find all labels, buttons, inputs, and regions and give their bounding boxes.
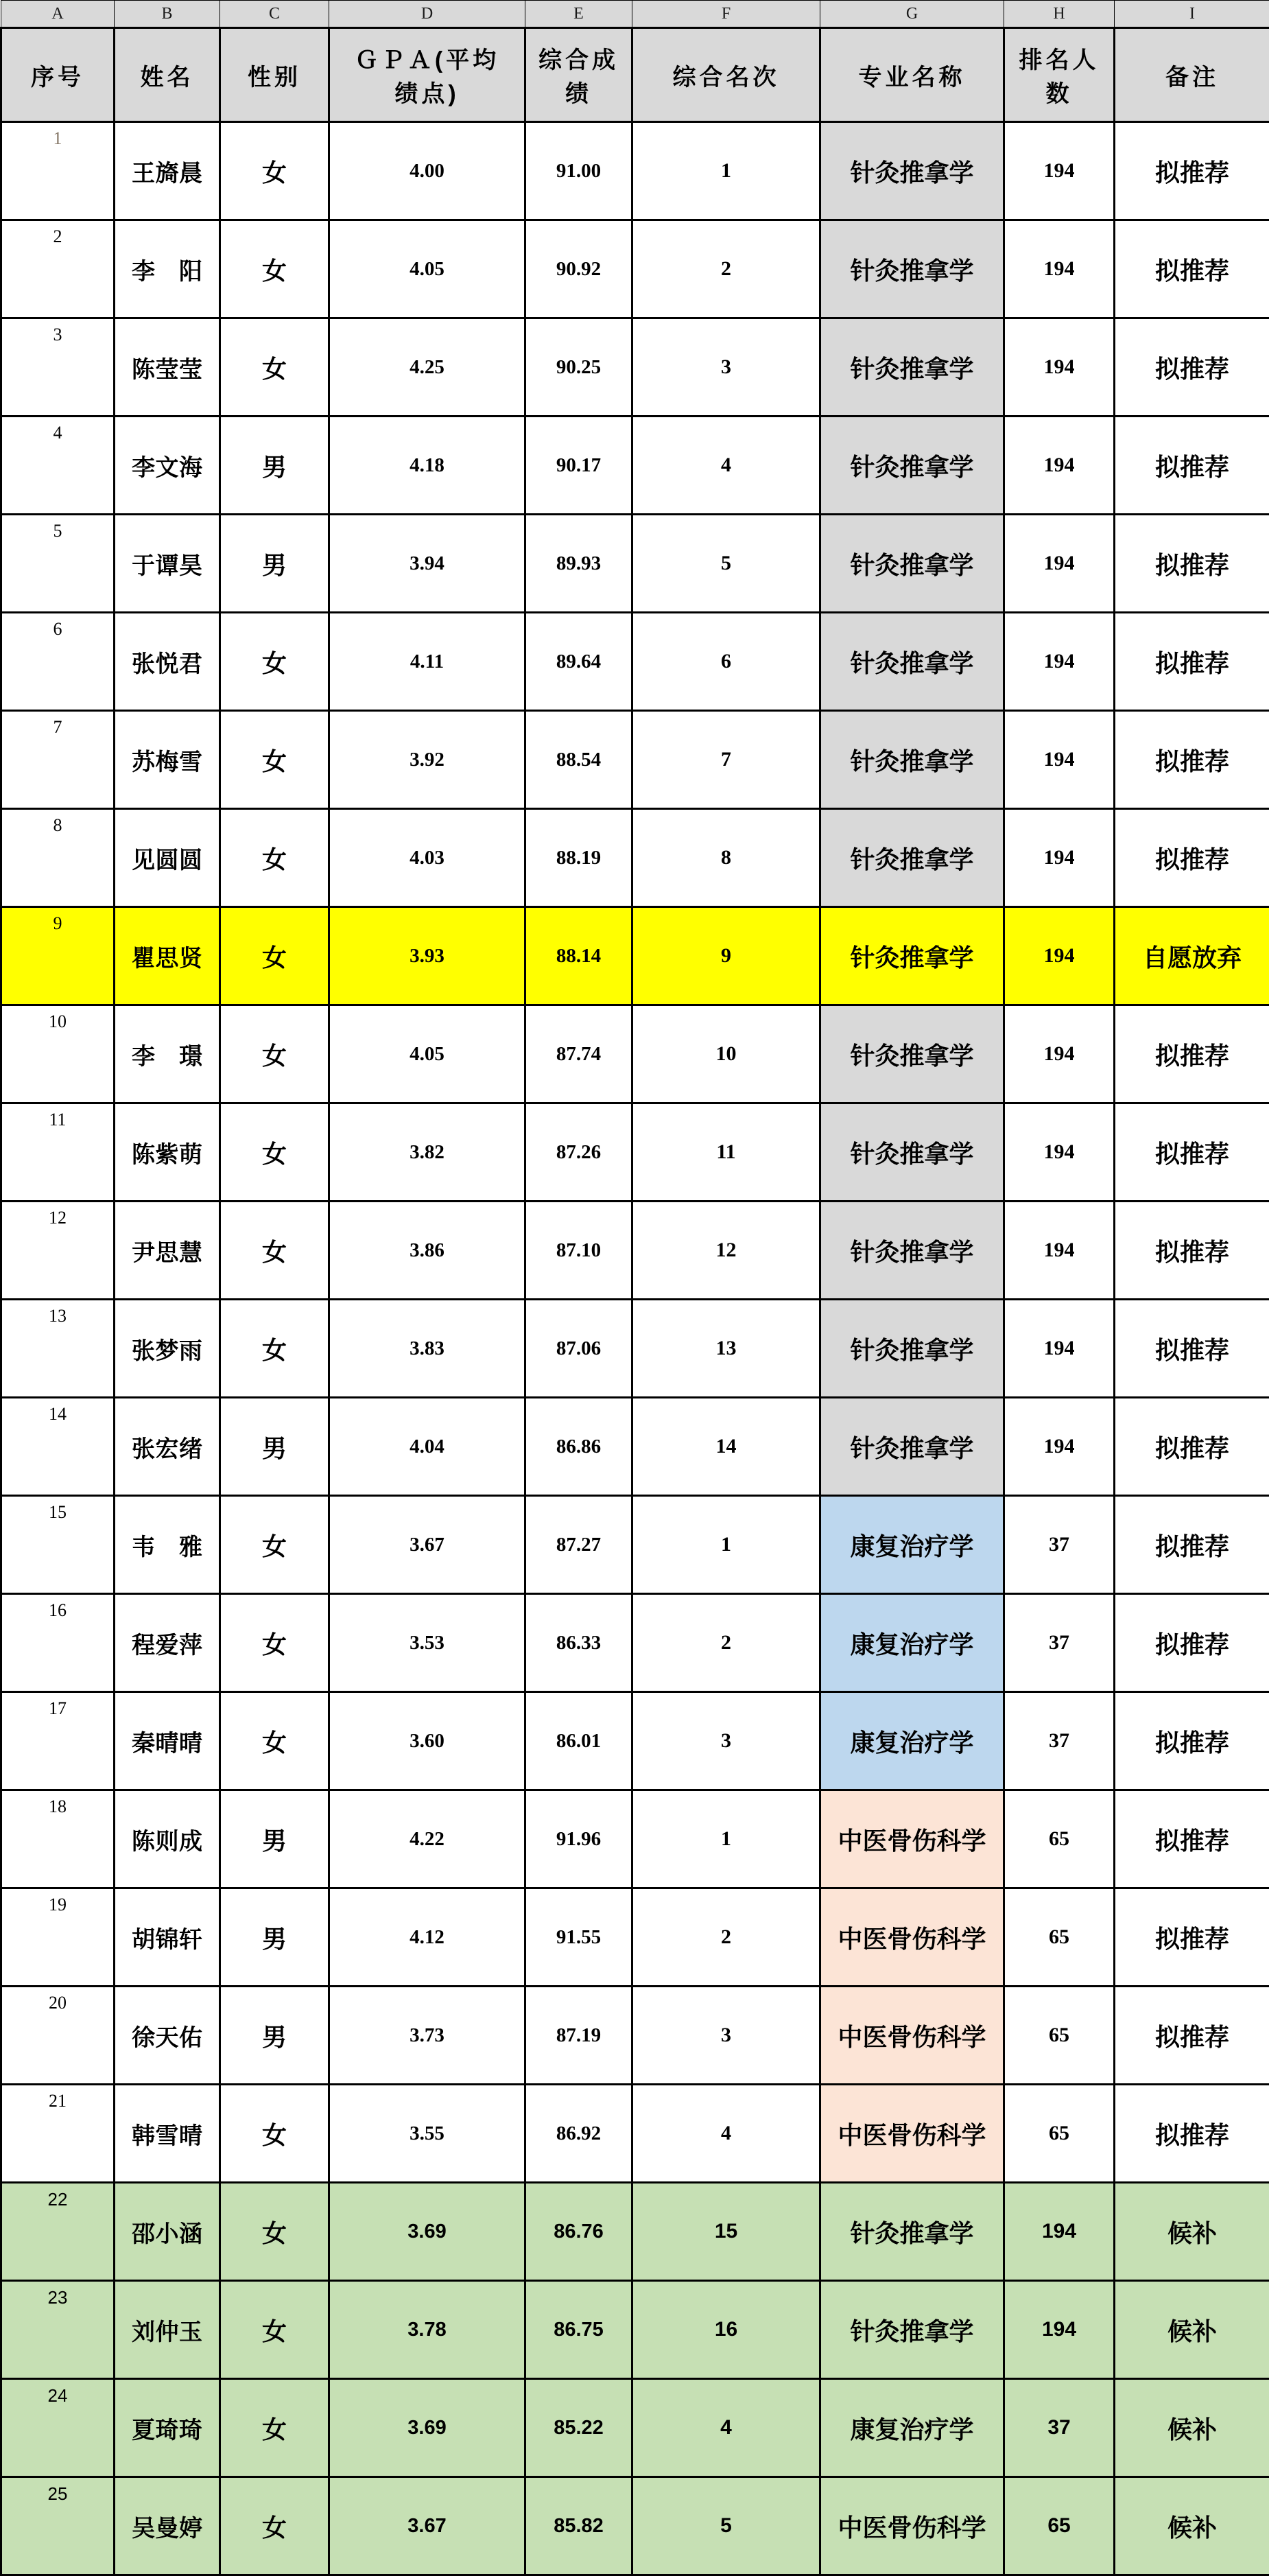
cell-note[interactable]: 候补	[1115, 2477, 1269, 2575]
table-row	[1, 1888, 1269, 1987]
cell-gender[interactable]: 男	[220, 417, 329, 515]
cell-gender[interactable]: 男	[220, 1398, 329, 1496]
cell-major[interactable]: 中医骨伤科学	[820, 1987, 1004, 2085]
cell-name[interactable]: 张宏绪	[115, 1398, 220, 1496]
cell-note[interactable]: 拟推荐	[1115, 1692, 1269, 1790]
cell-score[interactable]: 87.19	[525, 1987, 632, 2085]
cell-rank[interactable]: 8	[632, 809, 820, 907]
cell-gender[interactable]: 女	[220, 122, 329, 220]
cell-gpa[interactable]: 4.03	[329, 809, 525, 907]
header-score[interactable]: 综合成绩	[525, 28, 632, 122]
cell-rank[interactable]: 2	[632, 220, 820, 318]
table-row	[1, 2379, 1269, 2477]
cell-gender[interactable]: 女	[220, 2281, 329, 2379]
cell-rank[interactable]: 1	[632, 1496, 820, 1594]
table-row	[1, 1496, 1269, 1594]
cell-cohort[interactable]: 194	[1004, 2281, 1115, 2379]
cell-name[interactable]: 秦晴晴	[115, 1692, 220, 1790]
cell-serial[interactable]: 1	[1, 122, 115, 220]
cell-score[interactable]: 87.74	[525, 1005, 632, 1103]
cell-cohort[interactable]: 194	[1004, 122, 1115, 220]
header-major[interactable]: 专业名称	[820, 28, 1004, 122]
table-row	[1, 220, 1269, 318]
cell-major[interactable]: 中医骨伤科学	[820, 1888, 1004, 1987]
cell-serial[interactable]: 16	[1, 1594, 115, 1692]
cell-rank[interactable]: 13	[632, 1300, 820, 1398]
cell-score[interactable]: 91.55	[525, 1888, 632, 1987]
cell-gpa[interactable]: 4.25	[329, 318, 525, 417]
cell-gender[interactable]: 女	[220, 1692, 329, 1790]
table-row	[1, 613, 1269, 711]
cell-note[interactable]: 拟推荐	[1115, 1987, 1269, 2085]
cell-score[interactable]: 85.82	[525, 2477, 632, 2575]
cell-score[interactable]: 86.86	[525, 1398, 632, 1496]
table-row	[1, 2085, 1269, 2183]
cell-name[interactable]: 见圆圆	[115, 809, 220, 907]
table-row	[1, 1692, 1269, 1790]
cell-cohort[interactable]: 194	[1004, 1103, 1115, 1202]
cell-gender[interactable]: 女	[220, 1103, 329, 1202]
cell-rank[interactable]: 7	[632, 711, 820, 809]
cell-gender[interactable]: 女	[220, 2477, 329, 2575]
cell-cohort[interactable]: 194	[1004, 711, 1115, 809]
cell-note[interactable]: 候补	[1115, 2379, 1269, 2477]
cell-rank[interactable]: 16	[632, 2281, 820, 2379]
cell-name[interactable]: 陈则成	[115, 1790, 220, 1888]
cell-gender[interactable]: 女	[220, 907, 329, 1005]
cell-serial[interactable]: 23	[1, 2281, 115, 2379]
cell-cohort[interactable]: 65	[1004, 1790, 1115, 1888]
cell-rank[interactable]: 3	[632, 1987, 820, 2085]
cell-gpa[interactable]: 3.67	[329, 1496, 525, 1594]
cell-note[interactable]: 拟推荐	[1115, 1594, 1269, 1692]
header-cohort[interactable]: 排名人数	[1004, 28, 1115, 122]
cell-gender[interactable]: 男	[220, 1790, 329, 1888]
cell-note[interactable]: 拟推荐	[1115, 122, 1269, 220]
cell-name[interactable]: 邵小涵	[115, 2183, 220, 2281]
header-name[interactable]: 姓名	[115, 28, 220, 122]
cell-major[interactable]: 针灸推拿学	[820, 417, 1004, 515]
column-letter-i[interactable]: I	[1115, 1, 1269, 28]
cell-cohort[interactable]: 194	[1004, 220, 1115, 318]
cell-major[interactable]: 针灸推拿学	[820, 318, 1004, 417]
cell-name[interactable]: 吴曼婷	[115, 2477, 220, 2575]
cell-cohort[interactable]: 194	[1004, 318, 1115, 417]
column-letter-c[interactable]: C	[220, 1, 329, 28]
cell-gpa[interactable]: 3.86	[329, 1202, 525, 1300]
cell-cohort[interactable]: 65	[1004, 1987, 1115, 2085]
cell-cohort[interactable]: 194	[1004, 417, 1115, 515]
table-row	[1, 1005, 1269, 1103]
table-row	[1, 2477, 1269, 2575]
cell-gpa[interactable]: 3.69	[329, 2379, 525, 2477]
cell-serial[interactable]: 6	[1, 613, 115, 711]
cell-rank[interactable]: 12	[632, 1202, 820, 1300]
cell-rank[interactable]: 2	[632, 1594, 820, 1692]
cell-gpa[interactable]: 3.83	[329, 1300, 525, 1398]
cell-note[interactable]: 拟推荐	[1115, 318, 1269, 417]
cell-gpa[interactable]: 3.73	[329, 1987, 525, 2085]
cell-rank[interactable]: 10	[632, 1005, 820, 1103]
header-gpa[interactable]: ＧＰＡ(平均绩点)	[329, 28, 525, 122]
cell-gender[interactable]: 女	[220, 1594, 329, 1692]
cell-name[interactable]: 李阳	[115, 220, 220, 318]
cell-note[interactable]: 拟推荐	[1115, 613, 1269, 711]
cell-cohort[interactable]: 65	[1004, 2085, 1115, 2183]
cell-gpa[interactable]: 4.22	[329, 1790, 525, 1888]
cell-major[interactable]: 针灸推拿学	[820, 1300, 1004, 1398]
cell-gpa[interactable]: 3.53	[329, 1594, 525, 1692]
cell-major[interactable]: 针灸推拿学	[820, 122, 1004, 220]
cell-score[interactable]: 90.17	[525, 417, 632, 515]
cell-note[interactable]: 拟推荐	[1115, 1888, 1269, 1987]
table-row	[1, 1594, 1269, 1692]
cell-gender[interactable]: 女	[220, 809, 329, 907]
cell-score[interactable]: 86.01	[525, 1692, 632, 1790]
cell-note[interactable]: 拟推荐	[1115, 515, 1269, 613]
cell-score[interactable]: 85.22	[525, 2379, 632, 2477]
cell-cohort[interactable]: 194	[1004, 907, 1115, 1005]
cell-serial[interactable]: 19	[1, 1888, 115, 1987]
cell-serial[interactable]: 7	[1, 711, 115, 809]
cell-rank[interactable]: 5	[632, 515, 820, 613]
cell-gpa[interactable]: 4.04	[329, 1398, 525, 1496]
cell-gpa[interactable]: 4.11	[329, 613, 525, 711]
cell-gender[interactable]: 女	[220, 2379, 329, 2477]
cell-serial[interactable]: 3	[1, 318, 115, 417]
cell-name[interactable]: 瞿思贤	[115, 907, 220, 1005]
cell-gender[interactable]: 女	[220, 318, 329, 417]
cell-cohort[interactable]: 194	[1004, 2183, 1115, 2281]
cell-serial[interactable]: 22	[1, 2183, 115, 2281]
cell-serial[interactable]: 21	[1, 2085, 115, 2183]
cell-rank[interactable]: 4	[632, 2085, 820, 2183]
cell-name[interactable]: 夏琦琦	[115, 2379, 220, 2477]
cell-note[interactable]: 拟推荐	[1115, 417, 1269, 515]
cell-gpa[interactable]: 4.05	[329, 1005, 525, 1103]
table-row	[1, 318, 1269, 417]
column-letter-a[interactable]: A	[1, 1, 115, 28]
cell-serial[interactable]: 4	[1, 417, 115, 515]
cell-serial[interactable]: 2	[1, 220, 115, 318]
header-row	[1, 28, 1269, 122]
cell-gpa[interactable]: 3.69	[329, 2183, 525, 2281]
cell-major[interactable]: 中医骨伤科学	[820, 2085, 1004, 2183]
cell-gender[interactable]: 女	[220, 2085, 329, 2183]
cell-gpa[interactable]: 3.78	[329, 2281, 525, 2379]
cell-gpa[interactable]: 4.12	[329, 1888, 525, 1987]
table-row	[1, 711, 1269, 809]
cell-serial[interactable]: 14	[1, 1398, 115, 1496]
cell-cohort[interactable]: 194	[1004, 515, 1115, 613]
cell-note[interactable]: 拟推荐	[1115, 1790, 1269, 1888]
cell-name[interactable]: 李文海	[115, 417, 220, 515]
cell-note[interactable]: 拟推荐	[1115, 220, 1269, 318]
column-letter-e[interactable]: E	[525, 1, 632, 28]
cell-gpa[interactable]: 3.60	[329, 1692, 525, 1790]
cell-major[interactable]: 针灸推拿学	[820, 2183, 1004, 2281]
cell-cohort[interactable]: 194	[1004, 613, 1115, 711]
cell-note[interactable]: 拟推荐	[1115, 1005, 1269, 1103]
cell-name[interactable]: 韦雅	[115, 1496, 220, 1594]
cell-name[interactable]: 苏梅雪	[115, 711, 220, 809]
cell-gender[interactable]: 女	[220, 1496, 329, 1594]
table-body	[1, 122, 1269, 2575]
cell-score[interactable]: 86.92	[525, 2085, 632, 2183]
cell-name[interactable]: 陈莹莹	[115, 318, 220, 417]
cell-serial[interactable]: 11	[1, 1103, 115, 1202]
cell-serial[interactable]: 8	[1, 809, 115, 907]
cell-score[interactable]: 86.75	[525, 2281, 632, 2379]
cell-cohort[interactable]: 194	[1004, 1300, 1115, 1398]
cell-gender[interactable]: 女	[220, 1005, 329, 1103]
cell-note[interactable]: 拟推荐	[1115, 1202, 1269, 1300]
cell-gpa[interactable]: 3.55	[329, 2085, 525, 2183]
cell-score[interactable]: 91.00	[525, 122, 632, 220]
column-letter-g[interactable]: G	[820, 1, 1004, 28]
cell-cohort[interactable]: 194	[1004, 1005, 1115, 1103]
cell-gender[interactable]: 女	[220, 1202, 329, 1300]
cell-rank[interactable]: 4	[632, 2379, 820, 2477]
cell-score[interactable]: 90.92	[525, 220, 632, 318]
header-rank[interactable]: 综合名次	[632, 28, 820, 122]
cell-serial[interactable]: 17	[1, 1692, 115, 1790]
cell-score[interactable]: 87.10	[525, 1202, 632, 1300]
cell-gpa[interactable]: 3.67	[329, 2477, 525, 2575]
cell-gender[interactable]: 男	[220, 1888, 329, 1987]
cell-serial[interactable]: 12	[1, 1202, 115, 1300]
cell-score[interactable]: 89.64	[525, 613, 632, 711]
table-row	[1, 1987, 1269, 2085]
cell-major[interactable]: 针灸推拿学	[820, 2281, 1004, 2379]
cell-note[interactable]: 拟推荐	[1115, 1103, 1269, 1202]
cell-gpa[interactable]: 4.00	[329, 122, 525, 220]
cell-gender[interactable]: 女	[220, 711, 329, 809]
cell-note[interactable]: 拟推荐	[1115, 711, 1269, 809]
cell-name[interactable]: 张梦雨	[115, 1300, 220, 1398]
cell-serial[interactable]: 9	[1, 907, 115, 1005]
cell-cohort[interactable]: 194	[1004, 809, 1115, 907]
cell-name[interactable]: 胡锦轩	[115, 1888, 220, 1987]
cell-note[interactable]: 拟推荐	[1115, 809, 1269, 907]
cell-rank[interactable]: 4	[632, 417, 820, 515]
column-letter-row	[1, 1, 1269, 28]
cell-major[interactable]: 针灸推拿学	[820, 1398, 1004, 1496]
column-letter-f[interactable]: F	[632, 1, 820, 28]
table-row	[1, 2183, 1269, 2281]
cell-rank[interactable]: 14	[632, 1398, 820, 1496]
table-row	[1, 809, 1269, 907]
cell-rank[interactable]: 15	[632, 2183, 820, 2281]
cell-gender[interactable]: 男	[220, 515, 329, 613]
table-row	[1, 1398, 1269, 1496]
cell-name[interactable]: 尹思慧	[115, 1202, 220, 1300]
cell-score[interactable]: 87.27	[525, 1496, 632, 1594]
column-letter-d[interactable]: D	[329, 1, 525, 28]
table-row	[1, 417, 1269, 515]
cell-serial[interactable]: 13	[1, 1300, 115, 1398]
cell-cohort[interactable]: 37	[1004, 1594, 1115, 1692]
table-row	[1, 1300, 1269, 1398]
cell-cohort[interactable]: 37	[1004, 1692, 1115, 1790]
cell-name[interactable]: 李璟	[115, 1005, 220, 1103]
cell-cohort[interactable]: 37	[1004, 1496, 1115, 1594]
cell-serial[interactable]: 24	[1, 2379, 115, 2477]
cell-major[interactable]: 针灸推拿学	[820, 1005, 1004, 1103]
cell-serial[interactable]: 5	[1, 515, 115, 613]
header-no[interactable]: 序号	[1, 28, 115, 122]
cell-name[interactable]: 韩雪晴	[115, 2085, 220, 2183]
cell-score[interactable]: 87.26	[525, 1103, 632, 1202]
cell-name[interactable]: 王旖晨	[115, 122, 220, 220]
header-gender[interactable]: 性别	[220, 28, 329, 122]
table-row	[1, 1103, 1269, 1202]
cell-name[interactable]: 张悦君	[115, 613, 220, 711]
cell-serial[interactable]: 25	[1, 2477, 115, 2575]
cell-major[interactable]: 针灸推拿学	[820, 1202, 1004, 1300]
cell-serial[interactable]: 15	[1, 1496, 115, 1594]
cell-score[interactable]: 90.25	[525, 318, 632, 417]
cell-name[interactable]: 徐天佑	[115, 1987, 220, 2085]
cell-gpa[interactable]: 3.94	[329, 515, 525, 613]
cell-gender[interactable]: 女	[220, 220, 329, 318]
cell-gender[interactable]: 男	[220, 1987, 329, 2085]
cell-major[interactable]: 针灸推拿学	[820, 515, 1004, 613]
cell-major[interactable]: 中医骨伤科学	[820, 2477, 1004, 2575]
cell-major[interactable]: 针灸推拿学	[820, 907, 1004, 1005]
column-letter-b[interactable]: B	[115, 1, 220, 28]
cell-rank[interactable]: 9	[632, 907, 820, 1005]
cell-gpa[interactable]: 4.05	[329, 220, 525, 318]
cell-gpa[interactable]: 3.92	[329, 711, 525, 809]
cell-note[interactable]: 候补	[1115, 2183, 1269, 2281]
cell-score[interactable]: 88.14	[525, 907, 632, 1005]
cell-gender[interactable]: 女	[220, 613, 329, 711]
cell-rank[interactable]: 3	[632, 318, 820, 417]
cell-major[interactable]: 中医骨伤科学	[820, 1790, 1004, 1888]
cell-major[interactable]: 针灸推拿学	[820, 1103, 1004, 1202]
cell-score[interactable]: 86.33	[525, 1594, 632, 1692]
cell-cohort[interactable]: 37	[1004, 2379, 1115, 2477]
cell-note[interactable]: 拟推荐	[1115, 2085, 1269, 2183]
table-row	[1, 907, 1269, 1005]
cell-score[interactable]: 86.76	[525, 2183, 632, 2281]
cell-major[interactable]: 针灸推拿学	[820, 613, 1004, 711]
cell-rank[interactable]: 2	[632, 1888, 820, 1987]
cell-cohort[interactable]: 194	[1004, 1202, 1115, 1300]
cell-score[interactable]: 88.54	[525, 711, 632, 809]
cell-major[interactable]: 针灸推拿学	[820, 220, 1004, 318]
cell-score[interactable]: 89.93	[525, 515, 632, 613]
cell-major[interactable]: 康复治疗学	[820, 1594, 1004, 1692]
cell-name[interactable]: 刘仲玉	[115, 2281, 220, 2379]
table-row	[1, 2281, 1269, 2379]
cell-name[interactable]: 程爱萍	[115, 1594, 220, 1692]
header-note[interactable]: 备注	[1115, 28, 1269, 122]
cell-cohort[interactable]: 65	[1004, 1888, 1115, 1987]
cell-note[interactable]: 拟推荐	[1115, 1300, 1269, 1398]
cell-gpa[interactable]: 3.93	[329, 907, 525, 1005]
cell-serial[interactable]: 18	[1, 1790, 115, 1888]
cell-gender[interactable]: 女	[220, 1300, 329, 1398]
cell-major[interactable]: 康复治疗学	[820, 2379, 1004, 2477]
cell-serial[interactable]: 10	[1, 1005, 115, 1103]
cell-gpa[interactable]: 4.18	[329, 417, 525, 515]
cell-major[interactable]: 康复治疗学	[820, 1692, 1004, 1790]
cell-rank[interactable]: 3	[632, 1692, 820, 1790]
cell-score[interactable]: 87.06	[525, 1300, 632, 1398]
cell-major[interactable]: 针灸推拿学	[820, 711, 1004, 809]
cell-cohort[interactable]: 65	[1004, 2477, 1115, 2575]
column-letter-h[interactable]: H	[1004, 1, 1115, 28]
cell-rank[interactable]: 5	[632, 2477, 820, 2575]
cell-note[interactable]: 候补	[1115, 2281, 1269, 2379]
cell-rank[interactable]: 1	[632, 1790, 820, 1888]
cell-rank[interactable]: 1	[632, 122, 820, 220]
cell-rank[interactable]: 11	[632, 1103, 820, 1202]
cell-note[interactable]: 拟推荐	[1115, 1398, 1269, 1496]
cell-cohort[interactable]: 194	[1004, 1398, 1115, 1496]
cell-gpa[interactable]: 3.82	[329, 1103, 525, 1202]
cell-major[interactable]: 康复治疗学	[820, 1496, 1004, 1594]
cell-major[interactable]: 针灸推拿学	[820, 809, 1004, 907]
table-row	[1, 515, 1269, 613]
cell-note[interactable]: 拟推荐	[1115, 1496, 1269, 1594]
cell-name[interactable]: 陈紫萌	[115, 1103, 220, 1202]
cell-serial[interactable]: 20	[1, 1987, 115, 2085]
table-row	[1, 122, 1269, 220]
cell-name[interactable]: 于谭昊	[115, 515, 220, 613]
cell-rank[interactable]: 6	[632, 613, 820, 711]
table-row	[1, 1790, 1269, 1888]
cell-note[interactable]: 自愿放弃	[1115, 907, 1269, 1005]
cell-score[interactable]: 91.96	[525, 1790, 632, 1888]
table-row	[1, 1202, 1269, 1300]
cell-score[interactable]: 88.19	[525, 809, 632, 907]
cell-gender[interactable]: 女	[220, 2183, 329, 2281]
